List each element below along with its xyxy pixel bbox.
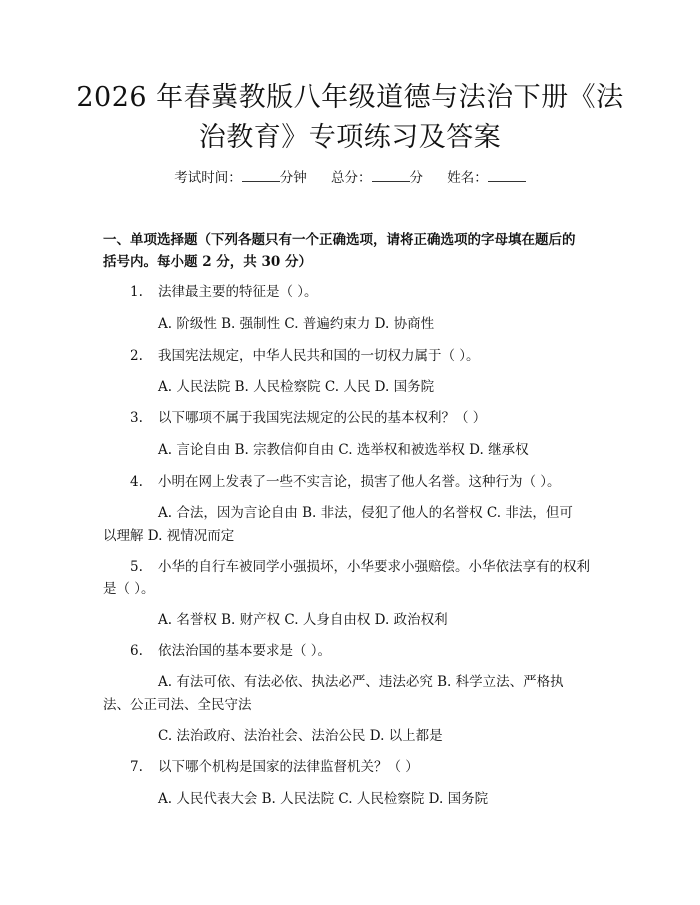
question-number: 1.: [130, 284, 143, 300]
question-5-options: A. 名誉权 B. 财产权 C. 人身自由权 D. 政治权利: [158, 612, 448, 628]
exam-time-label: 考试时间：: [174, 170, 242, 186]
question-text: 依法治国的基本要求是（ ）。: [158, 643, 332, 659]
question-text: 法律最主要的特征是（ ）。: [158, 284, 318, 300]
question-text: 小华的自行车被同学小强损坏，小华要求小强赔偿。小华依法享有的权利: [158, 559, 590, 575]
question-text: 以下哪项不属于我国宪法规定的公民的基本权利？（ ）: [158, 410, 487, 426]
question-3-options: A. 言论自由 B. 宗教信仰自由 C. 选举权和被选举权 D. 继承权: [158, 442, 529, 458]
question-6-options-continued: 法、公正司法、全民守法: [103, 697, 252, 713]
question-5: [130, 557, 590, 577]
question-7-options: A. 人民代表大会 B. 人民法院 C. 人民检察院 D. 国务院: [158, 791, 489, 807]
name-label: 姓名：: [447, 170, 488, 186]
question-number: 7.: [130, 759, 143, 775]
question-number: 3.: [130, 410, 143, 426]
question-1-options: A. 阶级性 B. 强制性 C. 普遍约束力 D. 协商性: [158, 316, 435, 332]
question-text: 以下哪个机构是国家的法律监督机关？（ ）: [158, 759, 419, 775]
question-5-text-continued: 是（ ）。: [103, 581, 155, 597]
question-2-options: A. 人民法院 B. 人民检察院 C. 人民 D. 国务院: [158, 379, 435, 395]
page-title-line-1: 2026 年春冀教版八年级道德与法治下册《法: [76, 82, 624, 113]
question-6-options-2: C. 法治政府、法治社会、法治公民 D. 以上都是: [158, 728, 443, 744]
exam-time-field: [174, 170, 311, 186]
question-number: 6.: [130, 643, 143, 659]
exam-time-unit: 分钟: [279, 170, 307, 186]
question-text: 小明在网上发表了一些不实言论，损害了他人名誉。这种行为（ ）。: [158, 474, 561, 490]
question-4: [130, 472, 561, 492]
question-number: 2.: [130, 348, 143, 364]
question-2: [130, 346, 480, 366]
section-heading-line-2: 括号内。每小题 2 分，共 30 分）: [103, 254, 312, 270]
question-4-options: A. 合法，因为言论自由 B. 非法，侵犯了他人的名誉权 C. 非法，但可: [158, 505, 573, 521]
total-score-unit: 分: [409, 170, 423, 186]
question-4-options-continued: 以理解 D. 视情况而定: [103, 528, 235, 544]
name-blank: [488, 169, 526, 182]
question-3: [130, 408, 486, 428]
question-number: 5.: [130, 559, 143, 575]
question-7: [130, 757, 419, 777]
total-score-field: [331, 170, 427, 186]
question-1: [130, 282, 318, 302]
page-title-line-2: 治教育》专项练习及答案: [198, 122, 502, 153]
exam-time-blank: [242, 169, 280, 182]
exam-meta: [0, 166, 700, 186]
section-heading-line-1: 一、单项选择题（下列各题只有一个正确选项，请将正确选项的字母填在题后的: [103, 232, 576, 248]
total-score-label: 总分：: [331, 170, 372, 186]
total-score-blank: [372, 169, 410, 182]
question-text: 我国宪法规定，中华人民共和国的一切权力属于（ ）。: [158, 348, 480, 364]
question-number: 4.: [130, 474, 143, 490]
question-6-options: A. 有法可依、有法必依、执法必严、违法必究 B. 科学立法、严格执: [158, 674, 564, 690]
name-field: [447, 170, 526, 186]
question-6: [130, 641, 331, 661]
